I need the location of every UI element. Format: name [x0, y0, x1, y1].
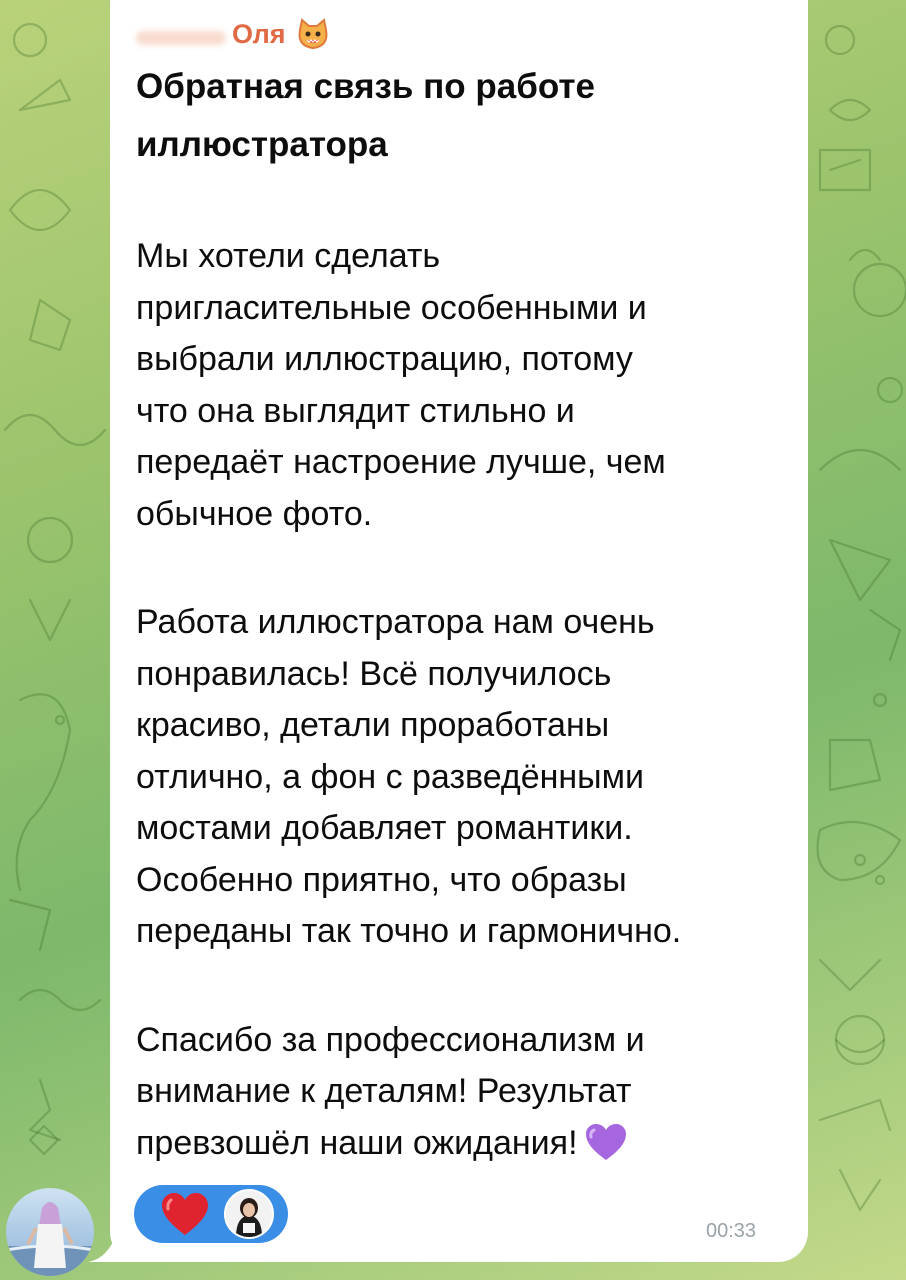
message-title: Обратная связь по работе иллюстратора — [136, 67, 595, 164]
sender-name-redacted — [136, 31, 226, 45]
purple-heart-icon — [584, 1122, 628, 1162]
message-closing — [136, 1015, 786, 1170]
message-text — [136, 58, 786, 1169]
user-avatar-image — [6, 1188, 94, 1276]
reactor-avatar-image — [226, 1191, 272, 1237]
user-avatar[interactable] — [6, 1188, 94, 1276]
sender-name[interactable]: Оля — [232, 18, 286, 49]
reaction-chip[interactable] — [134, 1185, 288, 1243]
message-sender[interactable] — [136, 14, 330, 54]
message-paragraph-2: Работа иллюстратора нам очень понравилась! Всё получилось красиво, детали проработаны отлично, а фон с разведёнными мостами добавляет романтики. Особенно приятно, что образы переданы так точно и гармонично. — [136, 603, 682, 950]
message-timestamp: 00:33 — [706, 1220, 757, 1242]
message-paragraph-1: Мы хотели сделать пригласительные особенными и выбрали иллюстрацию, потому что она выглядит стильно и передаёт настроение лучше, чем обычное фото. — [136, 237, 666, 533]
cat-face-icon — [296, 18, 330, 50]
closing-text: Спасибо за профессионализм и внимание к деталям! Результат превзошёл наши ожидания! — [136, 1020, 645, 1162]
reactor-avatar[interactable] — [224, 1189, 274, 1239]
red-heart-icon — [160, 1191, 210, 1237]
